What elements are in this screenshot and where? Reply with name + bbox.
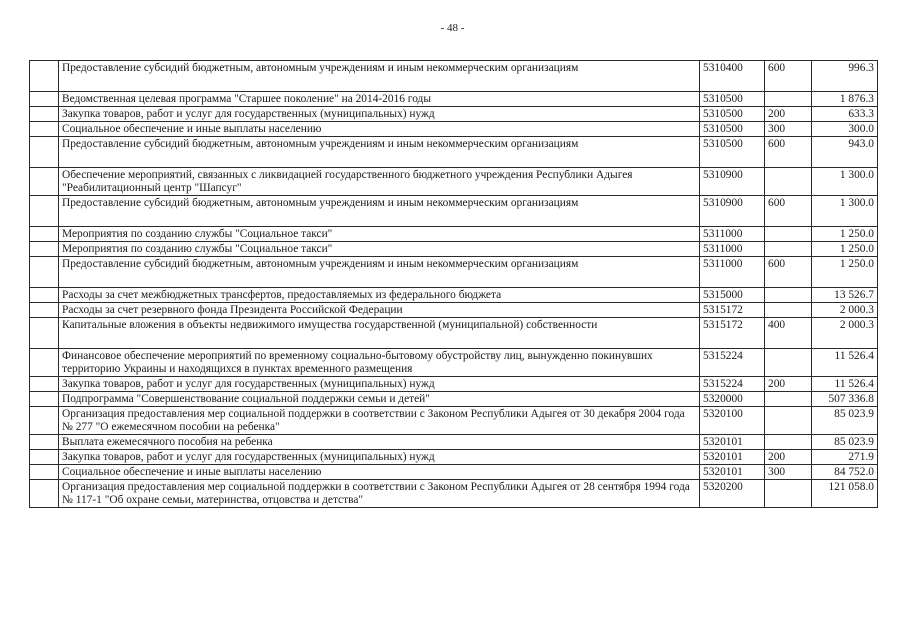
row-name-cell: Организация предоставления мер социальной поддержки в соответствии с Законом Республики Адыгея от 30 декабря 2004 года № 277 "О ежемесячном пособии на ребенка": [59, 407, 700, 435]
row-code-cell: 5310900: [700, 196, 765, 227]
row-marker-cell: [30, 137, 59, 168]
table-row: [30, 392, 878, 407]
row-marker-cell: [30, 257, 59, 288]
row-sum-cell: 507 336.8: [812, 392, 878, 407]
page-number: - 48 -: [440, 22, 465, 34]
table-row: [30, 303, 878, 318]
row-sum-cell: 1 300.0: [812, 196, 878, 227]
row-type-cell: 600: [765, 137, 812, 168]
row-sum-cell: 11 526.4: [812, 349, 878, 377]
row-type-cell: [765, 480, 812, 508]
row-type-cell: [765, 227, 812, 242]
row-marker-cell: [30, 318, 59, 349]
row-sum-cell: 996.3: [812, 61, 878, 92]
row-type-cell: 600: [765, 61, 812, 92]
row-name-cell: Социальное обеспечение и иные выплаты населению: [59, 465, 700, 480]
row-marker-cell: [30, 122, 59, 137]
row-type-cell: [765, 349, 812, 377]
table-row: [30, 349, 878, 377]
row-name-cell: Закупка товаров, работ и услуг для государственных (муниципальных) нужд: [59, 450, 700, 465]
row-sum-cell: 85 023.9: [812, 435, 878, 450]
row-name-cell: Предоставление субсидий бюджетным, автономным учреждениям и иным некоммерческим организациям: [59, 196, 700, 227]
row-code-cell: 5310900: [700, 168, 765, 196]
table-row: [30, 465, 878, 480]
row-code-cell: 5311000: [700, 257, 765, 288]
table-row: [30, 288, 878, 303]
row-type-cell: [765, 92, 812, 107]
row-code-cell: 5310500: [700, 92, 765, 107]
row-sum-cell: 1 300.0: [812, 168, 878, 196]
row-code-cell: 5310500: [700, 137, 765, 168]
table-row: [30, 168, 878, 196]
row-type-cell: 200: [765, 107, 812, 122]
row-marker-cell: [30, 435, 59, 450]
row-name-cell: Закупка товаров, работ и услуг для государственных (муниципальных) нужд: [59, 377, 700, 392]
row-name-cell: Расходы за счет межбюджетных трансфертов, предоставляемых из федерального бюджета: [59, 288, 700, 303]
row-marker-cell: [30, 392, 59, 407]
row-name-cell: Социальное обеспечение и иные выплаты населению: [59, 122, 700, 137]
row-code-cell: 5310500: [700, 122, 765, 137]
table-row: [30, 227, 878, 242]
row-type-cell: 200: [765, 377, 812, 392]
row-name-cell: Финансовое обеспечение мероприятий по временному социально-бытовому обустройству лиц, вынужденно покинувших территорию Украины и находящихся в пунктах временного размещения: [59, 349, 700, 377]
table-row: [30, 318, 878, 349]
table-row: [30, 61, 878, 92]
row-marker-cell: [30, 450, 59, 465]
row-code-cell: 5315224: [700, 377, 765, 392]
row-type-cell: [765, 392, 812, 407]
row-type-cell: [765, 288, 812, 303]
row-sum-cell: 85 023.9: [812, 407, 878, 435]
row-sum-cell: 1 250.0: [812, 242, 878, 257]
row-sum-cell: 2 000.3: [812, 318, 878, 349]
table-row: [30, 92, 878, 107]
table-row: [30, 407, 878, 435]
row-marker-cell: [30, 242, 59, 257]
table-row: [30, 435, 878, 450]
row-sum-cell: 2 000.3: [812, 303, 878, 318]
row-code-cell: 5315172: [700, 303, 765, 318]
table-row: [30, 107, 878, 122]
row-name-cell: Выплата ежемесячного пособия на ребенка: [59, 435, 700, 450]
row-name-cell: Предоставление субсидий бюджетным, автономным учреждениям и иным некоммерческим организациям: [59, 137, 700, 168]
row-sum-cell: 1 250.0: [812, 257, 878, 288]
row-marker-cell: [30, 61, 59, 92]
row-code-cell: 5311000: [700, 227, 765, 242]
row-code-cell: 5320000: [700, 392, 765, 407]
row-type-cell: 600: [765, 257, 812, 288]
row-type-cell: 300: [765, 122, 812, 137]
row-sum-cell: 11 526.4: [812, 377, 878, 392]
row-sum-cell: 943.0: [812, 137, 878, 168]
row-sum-cell: 1 876.3: [812, 92, 878, 107]
row-name-cell: Мероприятия по созданию службы "Социальное такси": [59, 227, 700, 242]
row-type-cell: 300: [765, 465, 812, 480]
row-marker-cell: [30, 168, 59, 196]
row-name-cell: Расходы за счет резервного фонда Президента Российской Федерации: [59, 303, 700, 318]
row-name-cell: Закупка товаров, работ и услуг для государственных (муниципальных) нужд: [59, 107, 700, 122]
table-row: [30, 137, 878, 168]
row-sum-cell: 13 526.7: [812, 288, 878, 303]
row-type-cell: 200: [765, 450, 812, 465]
row-type-cell: [765, 407, 812, 435]
row-code-cell: 5310400: [700, 61, 765, 92]
row-code-cell: 5320200: [700, 480, 765, 508]
budget-table: [29, 60, 878, 508]
row-code-cell: 5315172: [700, 318, 765, 349]
table-row: [30, 450, 878, 465]
row-name-cell: Предоставление субсидий бюджетным, автономным учреждениям и иным некоммерческим организациям: [59, 61, 700, 92]
row-sum-cell: 1 250.0: [812, 227, 878, 242]
row-marker-cell: [30, 303, 59, 318]
row-code-cell: 5320101: [700, 435, 765, 450]
row-type-cell: 600: [765, 196, 812, 227]
row-sum-cell: 300.0: [812, 122, 878, 137]
row-marker-cell: [30, 92, 59, 107]
table-row: [30, 196, 878, 227]
row-marker-cell: [30, 107, 59, 122]
budget-table-body: [30, 61, 878, 508]
row-sum-cell: 84 752.0: [812, 465, 878, 480]
row-marker-cell: [30, 227, 59, 242]
row-code-cell: 5320100: [700, 407, 765, 435]
row-name-cell: Ведомственная целевая программа "Старшее поколение" на 2014-2016 годы: [59, 92, 700, 107]
row-code-cell: 5320101: [700, 450, 765, 465]
table-row: [30, 480, 878, 508]
row-name-cell: Подпрограмма "Совершенствование социальной поддержки семьи и детей": [59, 392, 700, 407]
row-marker-cell: [30, 480, 59, 508]
row-marker-cell: [30, 196, 59, 227]
row-type-cell: 400: [765, 318, 812, 349]
row-sum-cell: 121 058.0: [812, 480, 878, 508]
row-marker-cell: [30, 377, 59, 392]
table-row: [30, 377, 878, 392]
table-row: [30, 242, 878, 257]
row-name-cell: Капитальные вложения в объекты недвижимого имущества государственной (муниципальной) собственности: [59, 318, 700, 349]
row-marker-cell: [30, 407, 59, 435]
row-sum-cell: 271.9: [812, 450, 878, 465]
table-row: [30, 122, 878, 137]
row-marker-cell: [30, 288, 59, 303]
row-code-cell: 5310500: [700, 107, 765, 122]
row-type-cell: [765, 303, 812, 318]
row-type-cell: [765, 242, 812, 257]
row-name-cell: Обеспечение мероприятий, связанных с ликвидацией государственного бюджетного учреждения Республики Адыгея "Реабилитационный центр "Шапсуг": [59, 168, 700, 196]
row-sum-cell: 633.3: [812, 107, 878, 122]
row-type-cell: [765, 435, 812, 450]
row-marker-cell: [30, 349, 59, 377]
table-row: [30, 257, 878, 288]
row-type-cell: [765, 168, 812, 196]
row-marker-cell: [30, 465, 59, 480]
row-code-cell: 5315224: [700, 349, 765, 377]
row-code-cell: 5315000: [700, 288, 765, 303]
row-code-cell: 5311000: [700, 242, 765, 257]
row-name-cell: Организация предоставления мер социальной поддержки в соответствии с Законом Республики Адыгея от 28 сентября 1994 года № 117-1 "Об охране семьи, материнства, отцовства и детства": [59, 480, 700, 508]
row-code-cell: 5320101: [700, 465, 765, 480]
row-name-cell: Предоставление субсидий бюджетным, автономным учреждениям и иным некоммерческим организациям: [59, 257, 700, 288]
row-name-cell: Мероприятия по созданию службы "Социальное такси": [59, 242, 700, 257]
